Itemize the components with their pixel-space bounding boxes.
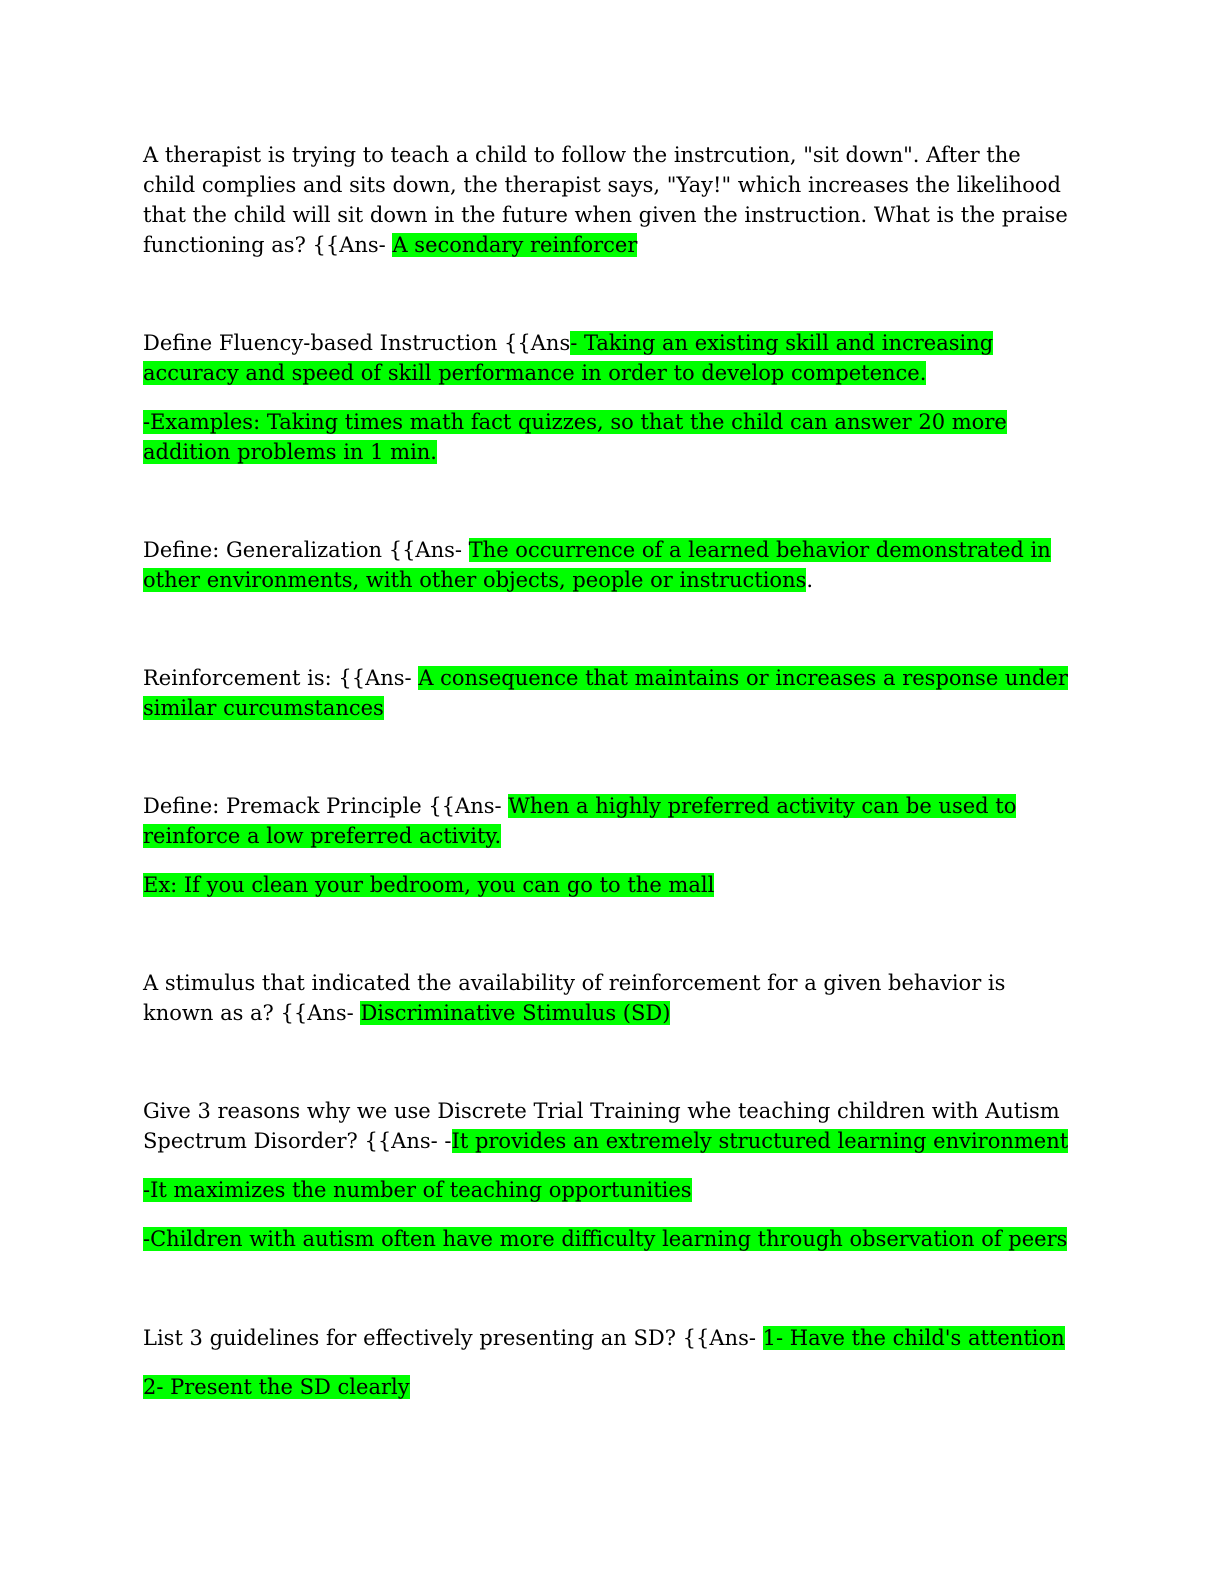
answer-line bbox=[143, 358, 1073, 388]
question-line: List 3 guidelines for effectively presenting an SD? {{Ans- 1- Have the child's attention bbox=[143, 1326, 1065, 1350]
question-line: that the child will sit down in the future when given the instruction. What is the praise bbox=[143, 203, 1068, 227]
answer-highlight: accuracy and speed of skill performance in order to develop competence. bbox=[143, 361, 927, 385]
answer-highlight: -Examples: Taking times math fact quizzes, so that the child can answer 20 more bbox=[143, 410, 1007, 434]
question-line: Define: Premack Principle {{Ans- When a highly preferred activity can be used to bbox=[143, 794, 1017, 818]
answer-line: other environments, with other objects, people or instructions. bbox=[143, 568, 814, 592]
question-line: child complies and sits down, the therapist says, "Yay!" which increases the likelihood bbox=[143, 173, 1061, 197]
qa-item-4 bbox=[143, 663, 1073, 791]
question-line: Reinforcement is: {{Ans- A consequence that maintains or increases a response under bbox=[143, 666, 1068, 690]
question-line: A therapist is trying to teach a child to follow the instrcution, "sit down". After the bbox=[143, 143, 1021, 167]
question-line: Give 3 reasons why we use Discrete Trial Training whe teaching children with Autism bbox=[143, 1099, 1060, 1123]
answer-highlight: It provides an extremely structured learning environment bbox=[451, 1129, 1069, 1153]
answer-line bbox=[143, 693, 1073, 723]
answer-highlight: -Children with autism often have more difficulty learning through observation of peers bbox=[143, 1227, 1068, 1251]
qa-item-5 bbox=[143, 791, 1073, 968]
qa-item-7 bbox=[143, 1096, 1073, 1323]
answer-highlight: Discriminative Stimulus (SD) bbox=[360, 1001, 671, 1025]
answer-highlight: A secondary reinforcer bbox=[392, 233, 638, 257]
question-line: Define: Generalization {{Ans- The occurrence of a learned behavior demonstrated in bbox=[143, 538, 1051, 562]
question-line: known as a? {{Ans- Discriminative Stimulus (SD) bbox=[143, 1001, 671, 1025]
question-line: functioning as? {{Ans- A secondary reinforcer bbox=[143, 233, 638, 257]
answer-highlight: 1- Have the child's attention bbox=[762, 1326, 1065, 1350]
answer-highlight: - Taking an existing skill and increasing bbox=[570, 331, 994, 355]
answer-highlight: The occurrence of a learned behavior demonstrated in bbox=[468, 538, 1051, 562]
qa-item-6 bbox=[143, 968, 1073, 1096]
answer-line bbox=[143, 821, 1073, 851]
answer-line bbox=[143, 1175, 1073, 1205]
qa-item-2 bbox=[143, 328, 1073, 535]
answer-highlight: -It maximizes the number of teaching opportunities bbox=[143, 1178, 692, 1202]
answer-highlight: reinforce a low preferred activity. bbox=[143, 824, 502, 848]
qa-item-3 bbox=[143, 535, 1073, 663]
answer-highlight: 2- Present the SD clearly bbox=[143, 1375, 410, 1399]
answer-highlight: Ex: If you clean your bedroom, you can go to the mall bbox=[143, 873, 715, 897]
question-line: A stimulus that indicated the availability of reinforcement for a given behavior is bbox=[143, 971, 1006, 995]
answer-highlight: similar curcumstances bbox=[143, 696, 384, 720]
answer-highlight: A consequence that maintains or increases a response under bbox=[418, 666, 1068, 690]
answer-line bbox=[143, 437, 1073, 467]
answer-line bbox=[143, 1224, 1073, 1254]
answer-highlight: When a highly preferred activity can be used to bbox=[508, 794, 1017, 818]
answer-line bbox=[143, 870, 1073, 900]
document-body bbox=[143, 140, 1073, 1402]
qa-item-8 bbox=[143, 1323, 1073, 1402]
answer-line bbox=[143, 407, 1073, 437]
qa-item-1 bbox=[143, 140, 1073, 328]
answer-highlight: other environments, with other objects, people or instructions bbox=[143, 568, 807, 592]
question-line: Define Fluency-based Instruction {{Ans- Taking an existing skill and increasing bbox=[143, 331, 994, 355]
answer-highlight: addition problems in 1 min. bbox=[143, 440, 437, 464]
question-line: Spectrum Disorder? {{Ans- -It provides an extremely structured learning environment bbox=[143, 1129, 1069, 1153]
answer-line bbox=[143, 1372, 1073, 1402]
